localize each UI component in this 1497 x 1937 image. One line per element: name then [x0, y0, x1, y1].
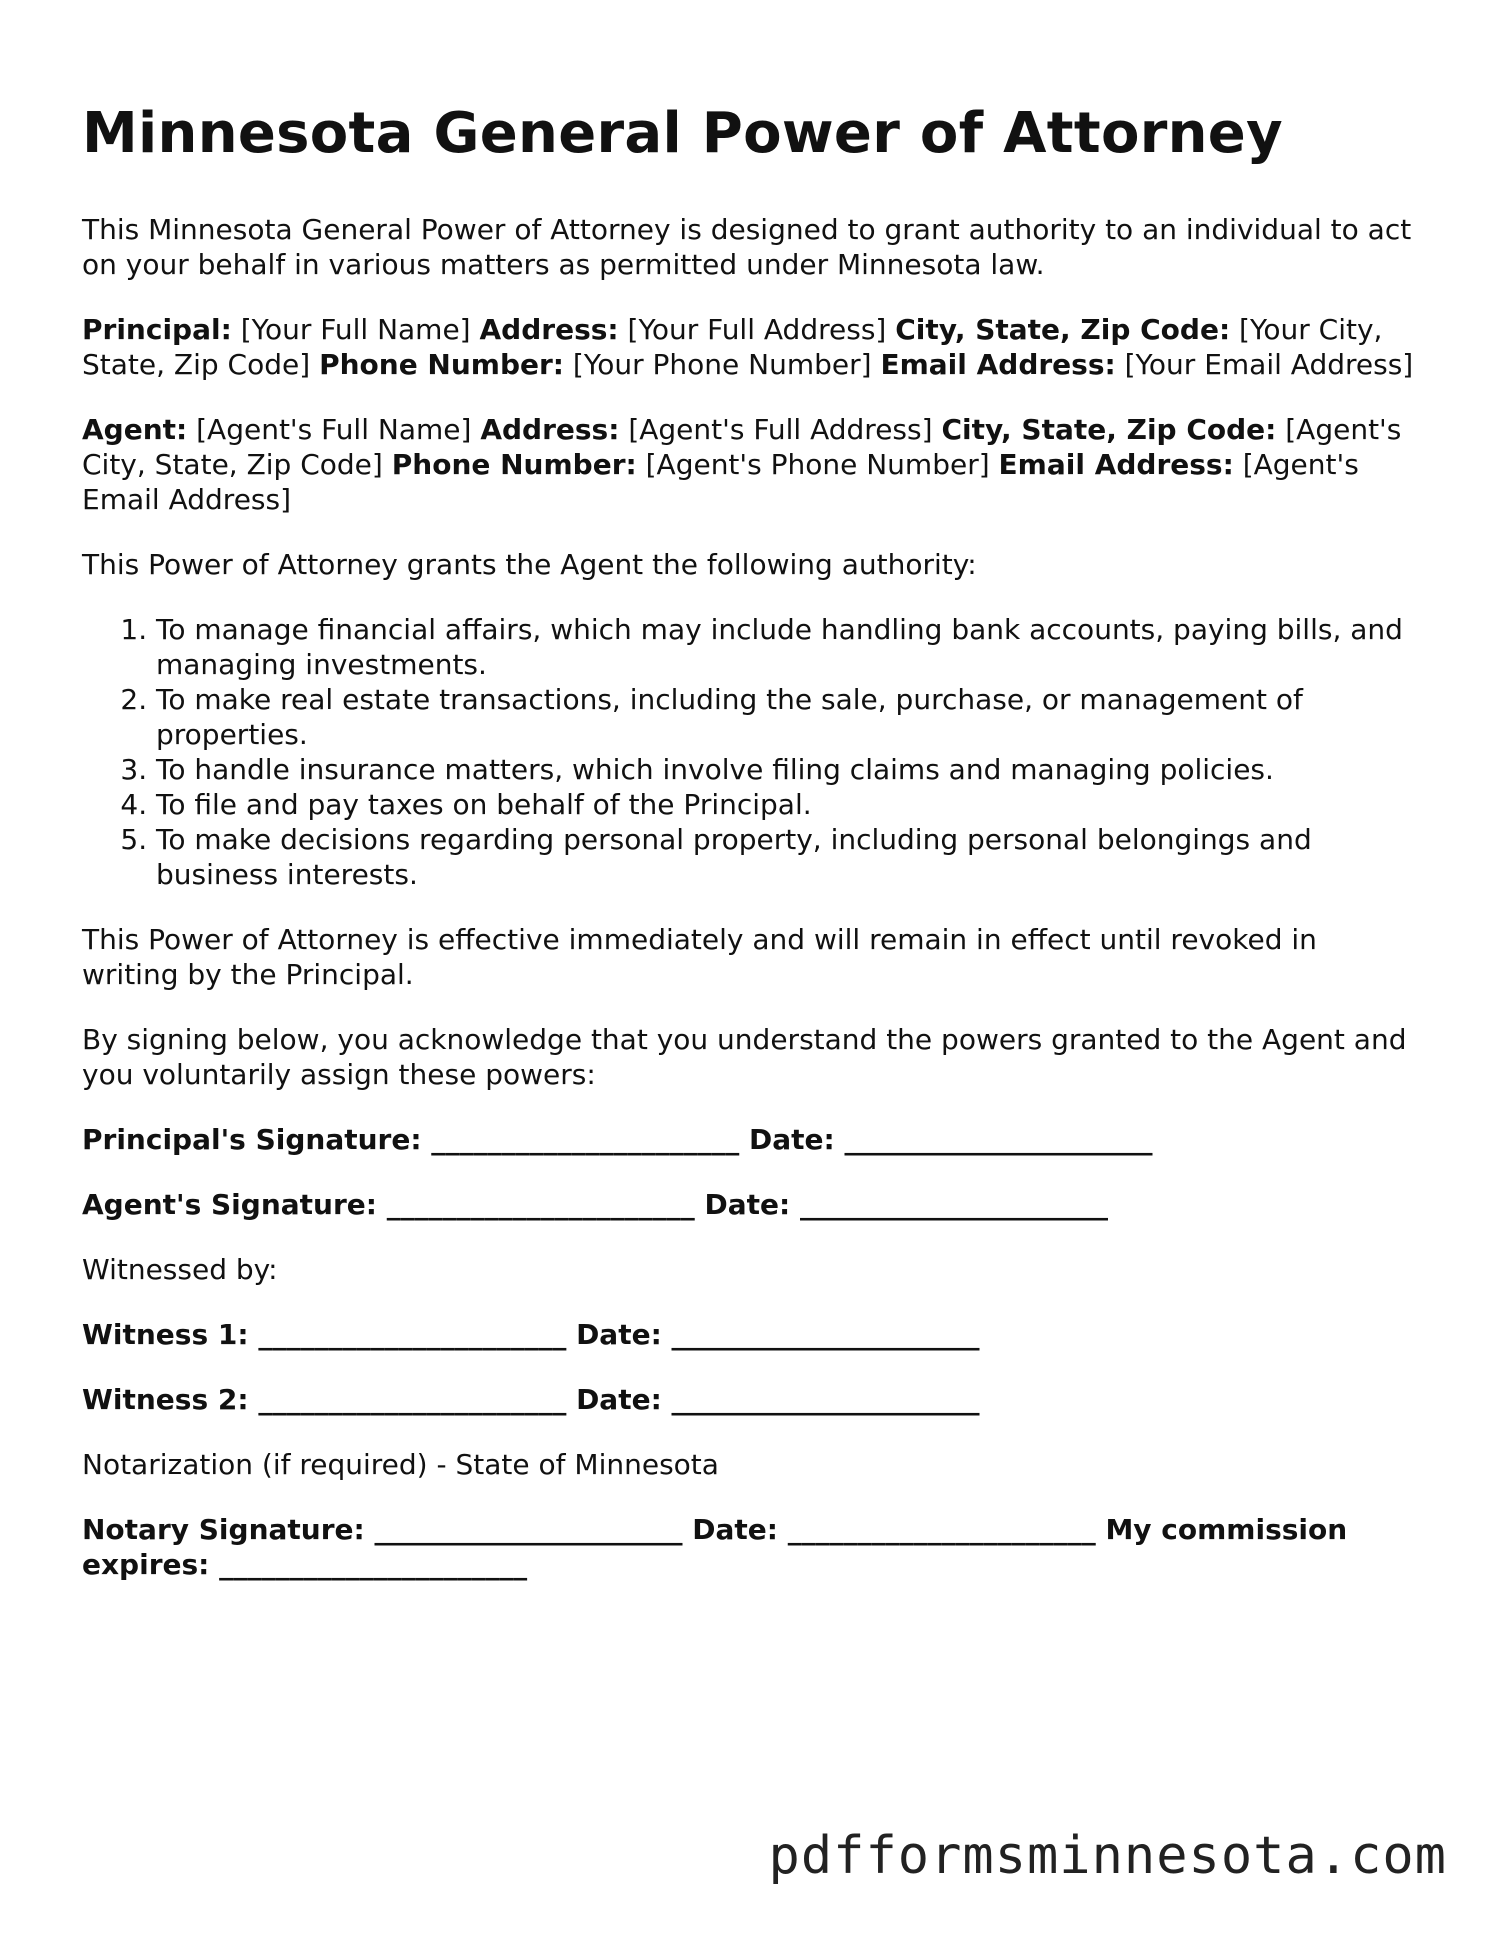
principal-signature-line	[82, 1122, 1422, 1157]
principal-signature-label: Principal's Signature:	[82, 1123, 422, 1156]
principal-signature-field[interactable]: ______________________	[431, 1123, 740, 1156]
witness2-label: Witness 2:	[82, 1383, 249, 1416]
authority-list	[82, 612, 1422, 892]
list-item: 5. To make decisions regarding personal property, including personal belongings and business interests.	[156, 822, 1422, 892]
date-label: Date:	[692, 1513, 778, 1546]
principal-phone: [Your Phone Number]	[572, 348, 872, 381]
date-field[interactable]: ______________________	[799, 1188, 1108, 1221]
principal-address: [Your Full Address]	[627, 313, 887, 346]
acknowledge-paragraph: By signing below, you acknowledge that you understand the powers granted to the Agent and you voluntarily assign these powers:	[82, 1023, 1407, 1091]
principal-city: [Your City, State, Zip Code]	[82, 313, 1383, 381]
principal-name: [Your Full Name]	[240, 313, 471, 346]
notary-signature-label: Notary Signature:	[82, 1513, 365, 1546]
list-item: 4. To file and pay taxes on behalf of the Principal.	[156, 787, 1422, 822]
witness2-line	[82, 1382, 1422, 1417]
document-page	[82, 100, 1422, 1612]
witness1-field[interactable]: ______________________	[258, 1318, 567, 1351]
authority-intro: This Power of Attorney grants the Agent the following authority:	[82, 548, 977, 581]
witnessed-by: Witnessed by:	[82, 1253, 278, 1286]
commission-field[interactable]: ______________________	[219, 1548, 528, 1581]
notarization-heading: Notarization (if required) - State of Minnesota	[82, 1448, 719, 1481]
agent-city-label: City, State, Zip Code:	[941, 413, 1277, 446]
date-label: Date:	[576, 1318, 662, 1351]
agent-label: Agent:	[82, 413, 188, 446]
date-label: Date:	[749, 1123, 835, 1156]
witness1-line	[82, 1317, 1422, 1352]
agent-city: [Agent's City, State, Zip Code]	[82, 413, 1402, 481]
date-field[interactable]: ______________________	[844, 1123, 1153, 1156]
agent-phone-label: Phone Number:	[391, 448, 637, 481]
agent-info	[82, 412, 1422, 517]
date-field[interactable]: ______________________	[787, 1513, 1096, 1546]
witness1-label: Witness 1:	[82, 1318, 249, 1351]
principal-address-label: Address:	[479, 313, 619, 346]
date-label: Date:	[704, 1188, 791, 1221]
effective-paragraph: This Power of Attorney is effective immediately and will remain in effect until revoked in writing by the Principal.	[82, 923, 1317, 991]
list-item: 1. To manage financial affairs, which may include handling bank accounts, paying bills, and managing investments.	[156, 612, 1422, 682]
intro-paragraph: This Minnesota General Power of Attorney is designed to grant authority to an individual to act on your behalf in various matters as permitted under Minnesota law.	[82, 213, 1412, 281]
principal-info	[82, 312, 1422, 382]
principal-city-label: City, State, Zip Code:	[895, 313, 1231, 346]
principal-email-label: Email Address:	[880, 348, 1116, 381]
agent-email-label: Email Address:	[998, 448, 1234, 481]
date-field[interactable]: ______________________	[671, 1383, 980, 1416]
agent-name: [Agent's Full Name]	[196, 413, 472, 446]
principal-phone-label: Phone Number:	[319, 348, 565, 381]
agent-address: [Agent's Full Address]	[628, 413, 933, 446]
principal-email: [Your Email Address]	[1124, 348, 1414, 381]
list-item: 2. To make real estate transactions, including the sale, purchase, or management of properties.	[156, 682, 1422, 752]
commission-label: My commission expires:	[82, 1513, 1348, 1581]
website-watermark: pdfformsminnesota.com	[768, 1826, 1447, 1886]
principal-label: Principal:	[82, 313, 232, 346]
witness2-field[interactable]: ______________________	[258, 1383, 567, 1416]
notary-signature-field[interactable]: ______________________	[374, 1513, 683, 1546]
list-item: 3. To handle insurance matters, which involve filing claims and managing policies.	[156, 752, 1422, 787]
date-label: Date:	[576, 1383, 662, 1416]
agent-signature-line	[82, 1187, 1422, 1222]
agent-signature-label: Agent's Signature:	[82, 1188, 377, 1221]
agent-email: [Agent's Email Address]	[82, 448, 1359, 516]
notary-line	[82, 1512, 1422, 1582]
agent-phone: [Agent's Phone Number]	[645, 448, 990, 481]
agent-address-label: Address:	[480, 413, 620, 446]
agent-signature-field[interactable]: ______________________	[386, 1188, 695, 1221]
document-title: Minnesota General Power of Attorney	[82, 101, 1283, 166]
date-field[interactable]: ______________________	[671, 1318, 980, 1351]
